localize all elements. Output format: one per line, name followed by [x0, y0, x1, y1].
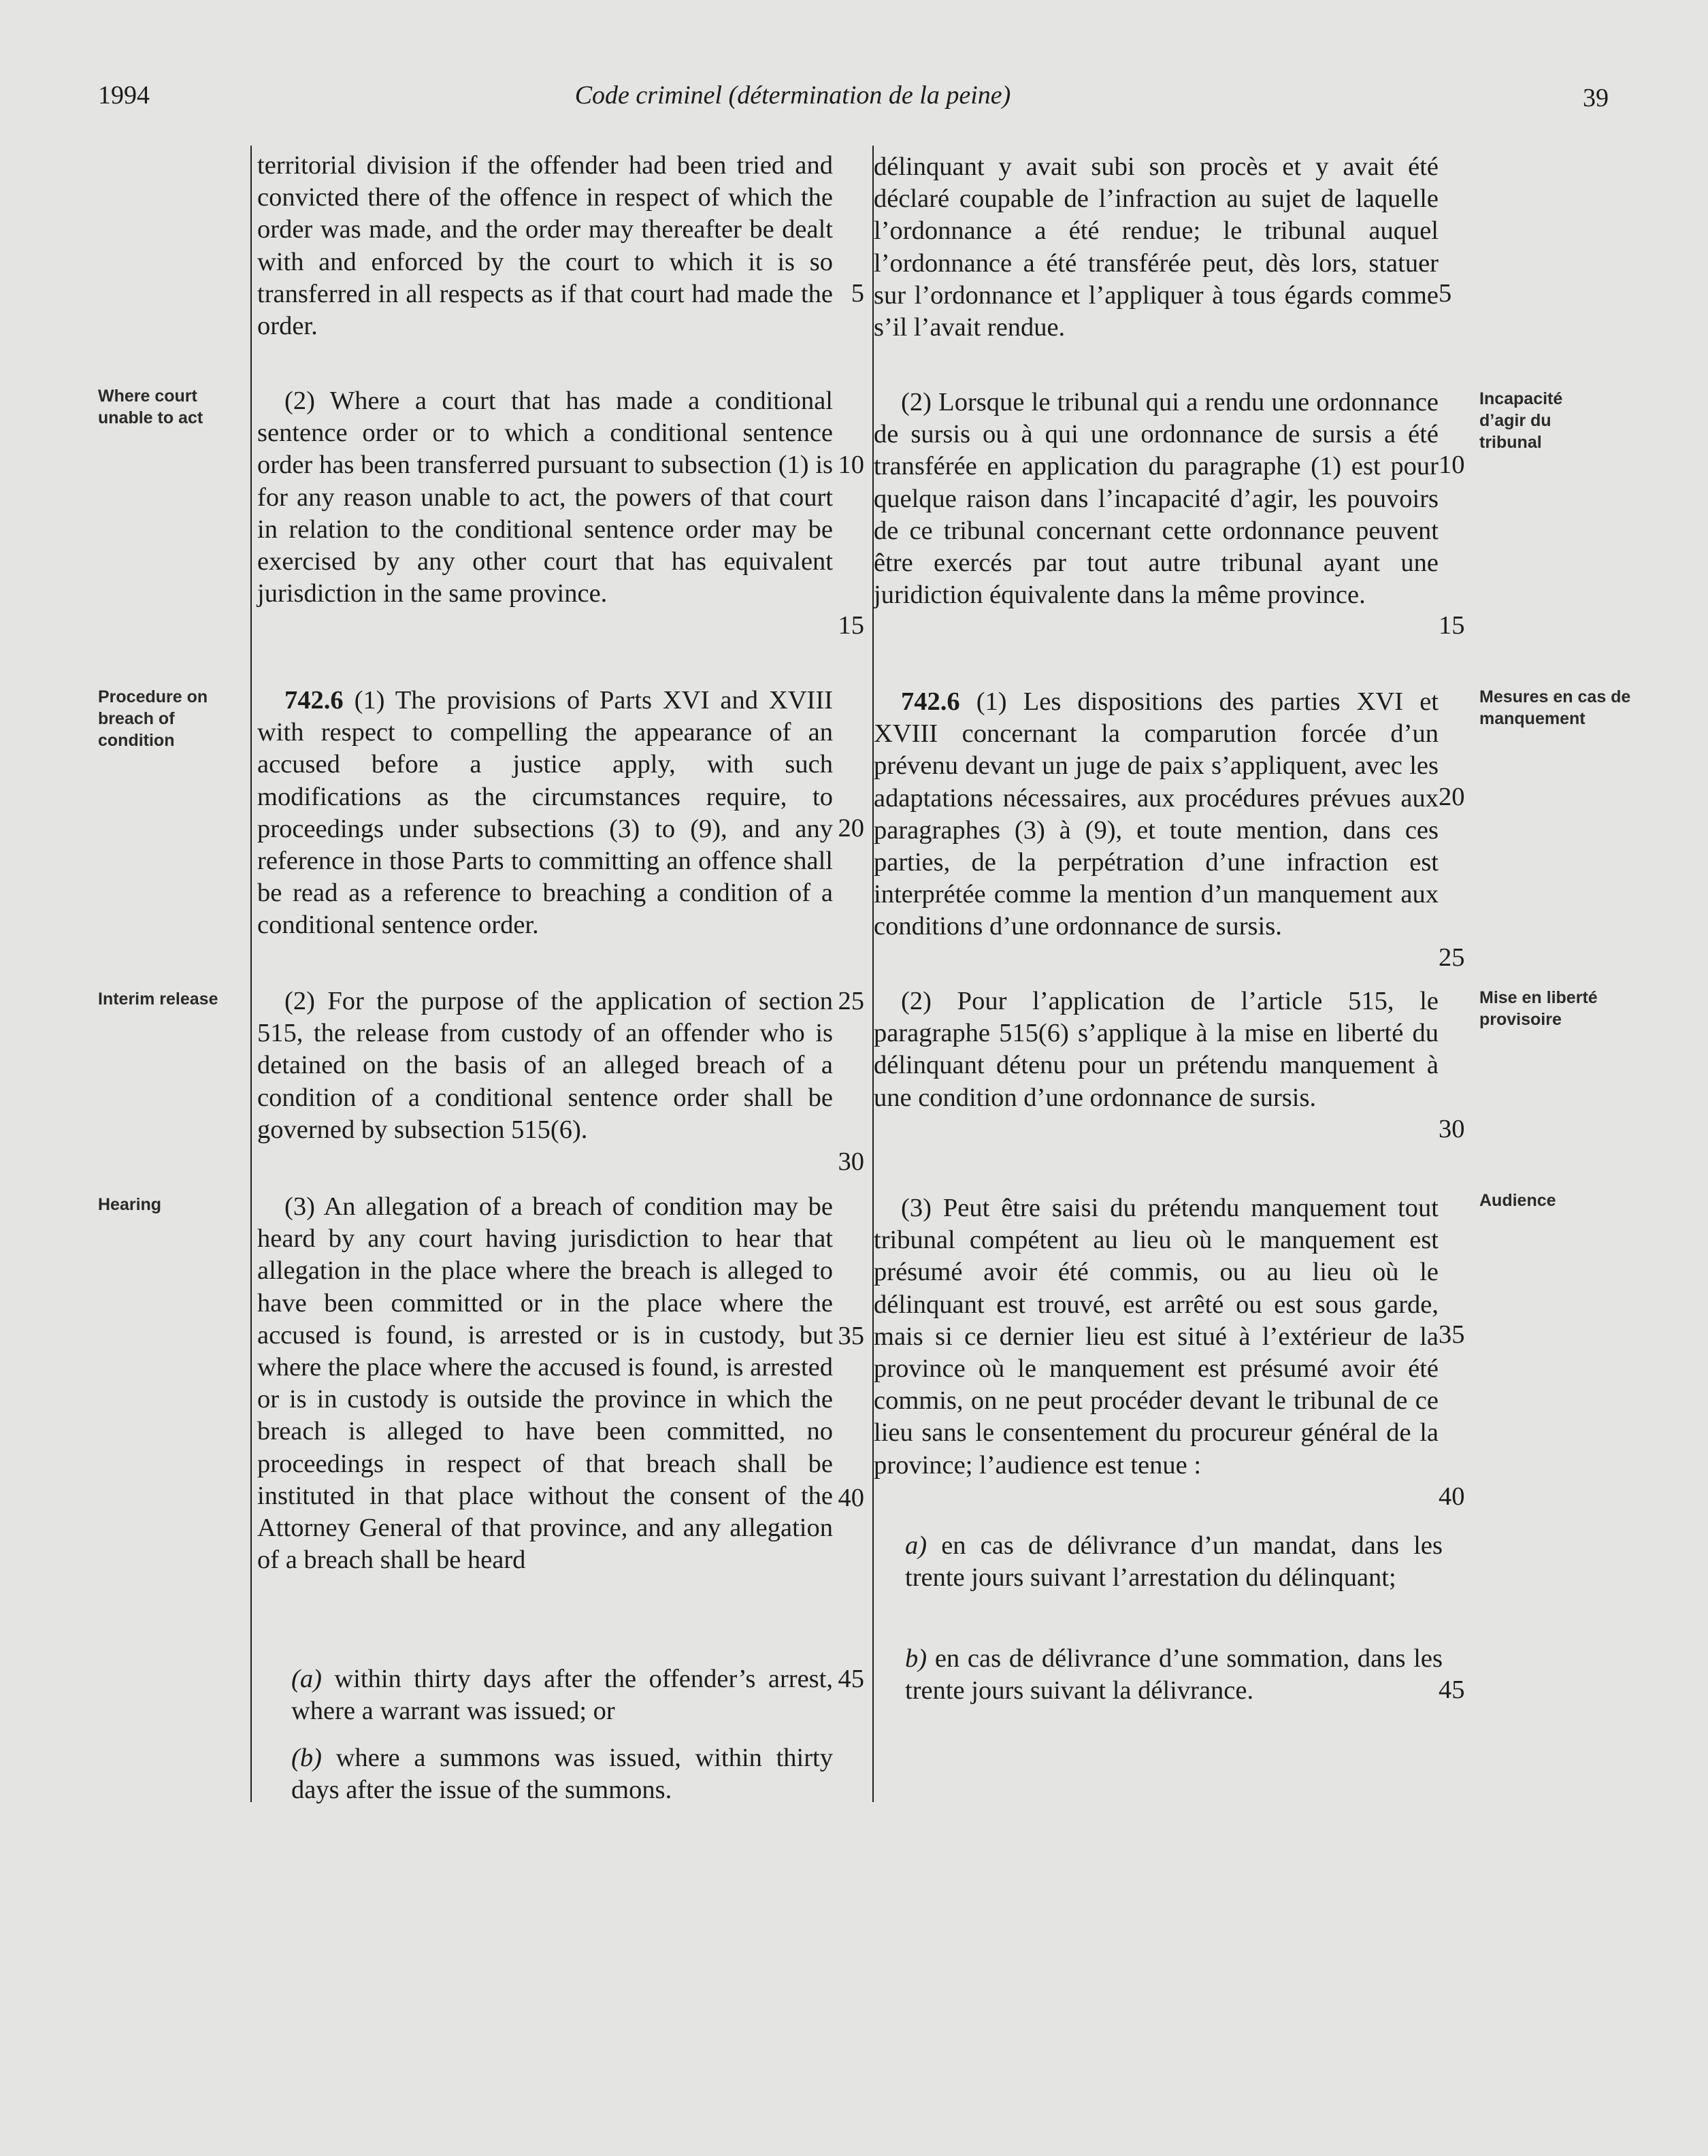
en-line-number-25: 25 [838, 987, 864, 1015]
fr-line-number-40: 40 [1439, 1482, 1465, 1511]
margin-note-incapacite: Incapacité d’agir du tribunal [1479, 389, 1563, 452]
en-item-a-text: within thirty days after the offender’s arrest, where a warrant was issued; or [291, 1665, 833, 1726]
en-item-a-label: (a) [291, 1665, 322, 1693]
fr-item-a-label: a) [905, 1531, 927, 1560]
header-title: Code criminel (détermination de la peine) [574, 81, 1011, 110]
margin-note-mesures: Mesures en cas de manquement [1479, 687, 1631, 728]
en-line-number-40: 40 [838, 1484, 864, 1512]
fr-line-number-5: 5 [1439, 279, 1452, 308]
en-item-b-text: where a summons was issued, within thirty days after the issue of the summons. [291, 1744, 833, 1805]
fr-line-number-15: 15 [1439, 611, 1465, 640]
fr-paragraph-742-6-2: (2) Pour l’application de l’article 515, le paragraphe 515(6) s’applique à la mise en liberté du délinquant détenu pour un prétendu manquement à une condition d’une ordonnance de sursis. [874, 987, 1439, 1112]
margin-note-where-court-unable: Where court unable to act [98, 387, 203, 427]
en-line-number-15: 15 [838, 611, 864, 640]
fr-paragraph-subsection-2: (2) Lorsque le tribunal qui a rendu une ordonnance de sursis ou à qui une ordonnance de sursis a été transférée en application du paragraphe (1) est pour quelque raison dans l’incapacité d’agir, les pouvoirs de ce tribunal concernant cette ordonnance peuvent être exercés par tout autre tribunal ayant une juridiction équivalente dans la même province. [874, 388, 1439, 610]
fr-section-number: 742.6 [901, 687, 960, 716]
fr-item-b-label: b) [905, 1644, 927, 1673]
fr-line-number-10: 10 [1439, 451, 1465, 479]
fr-line-number-30: 30 [1439, 1115, 1465, 1143]
fr-paragraph-742-6-3: (3) Peut être saisi du prétendu manquement tout tribunal compétent au lieu où le manquement est présumé avoir été commis, ou au lieu où le délinquant est trouvé, est arrêté ou est sous garde, mais si ce dernier lieu est situé à l’extérieur de la province où le manquement est présumé avoir été commis, on ne peut procéder devant le tribunal de ce lieu sans le consentement du procureur général de la province; l’audience est tenue : [874, 1194, 1439, 1480]
en-line-number-45: 45 [838, 1665, 864, 1693]
en-item-b-label: (b) [291, 1744, 322, 1772]
fr-line-number-25: 25 [1439, 943, 1465, 972]
en-paragraph-742-6-2: (2) For the purpose of the application of section 515, the release from custody of an offender who is detained on the basis of an alleged breach of a condition of a conditional sentence order shall be governed by subsection 515(6). [257, 987, 833, 1144]
fr-paragraph-continuation: délinquant y avait subi son procès et y avait été déclaré coupable de l’infraction au sujet de laquelle l’ordonnance a été rendue; le tribunal auquel l’ordonnance a été transférée peut, dès lors, statuer sur l’ordonnance et l’appliquer à tous égards comme s’il l’avait rendue. [874, 152, 1439, 342]
en-paragraph-742-6-3: (3) An allegation of a breach of condition may be heard by any court having jurisdiction to hear that allegation in the place where the breach is alleged to have been committed or in the place where the accused is found, is arrested or is in custody, but where the place where the accused is found, is arrested or is in custody is outside the province in which the breach is alleged to have been committed, no proceedings in respect of that breach shall be instituted in that place without the consent of the Attorney General of that province, and any allegation of a breach shall be heard [257, 1192, 833, 1575]
fr-item-a-text: en cas de délivrance d’un mandat, dans les trente jours suivant l’arrestation du délinquant; [905, 1531, 1443, 1592]
header-year: 1994 [98, 81, 150, 110]
en-line-number-10: 10 [838, 451, 864, 479]
column-rule-left [250, 146, 252, 1802]
en-item-b [291, 1742, 833, 1806]
margin-note-audience: Audience [1479, 1191, 1556, 1210]
margin-note-mise-en-liberte: Mise en liberté provisoire [1479, 988, 1598, 1029]
en-line-number-35: 35 [838, 1322, 864, 1350]
fr-paragraph-742-6-1-text: (1) Les dispositions des parties XVI et XVIII concernant la comparution forcée d’un prévenu devant un juge de paix s’appliquent, avec les adaptations nécessaires, aux procédures prévues aux paragraphes (3) à (9), et toute mention, dans ces parties, de la perpétration d’une infraction est interprétée comme la mention d’un manquement aux conditions d’une ordonnance de sursis. [874, 687, 1439, 941]
en-item-a [291, 1663, 833, 1727]
margin-note-hearing: Hearing [98, 1195, 162, 1214]
en-paragraph-742-6-1 [257, 685, 833, 942]
margin-note-procedure-breach: Procedure on breach of condition [98, 687, 208, 750]
fr-line-number-20: 20 [1439, 783, 1465, 811]
fr-item-b [905, 1643, 1443, 1707]
en-line-number-5: 5 [851, 279, 864, 308]
fr-line-number-45: 45 [1439, 1676, 1465, 1704]
en-line-number-30: 30 [838, 1147, 864, 1176]
en-section-number: 742.6 [284, 686, 344, 715]
en-paragraph-continuation: territorial division if the offender had been tried and convicted there of the offence in respect of which the order was made, and the order may thereafter be dealt with and enforced by the court to which it is so transferred in all respects as if that court had made the order. [257, 151, 833, 341]
fr-item-b-text: en cas de délivrance d’une sommation, dans les trente jours suivant la délivrance. [905, 1644, 1443, 1705]
page-number: 39 [1583, 84, 1609, 112]
en-line-number-20: 20 [838, 814, 864, 843]
en-paragraph-subsection-2: (2) Where a court that has made a conditional sentence order or to which a conditional sentence order has been transferred pursuant to subsection (1) is for any reason unable to act, the powers of that court in relation to the conditional sentence order may be exercised by any other court that has equivalent jurisdiction in the same province. [257, 387, 833, 608]
en-paragraph-742-6-1-text: (1) The provisions of Parts XVI and XVIII with respect to compelling the appearance of an accused before a justice apply, with such modifications as the circumstances require, to proceedings under subsections (3) to (9), and any reference in those Parts to committing an offence shall be read as a reference to breaching a condition of a conditional sentence order. [257, 686, 833, 940]
fr-line-number-35: 35 [1439, 1320, 1465, 1349]
running-header [0, 76, 1708, 117]
margin-note-interim-release: Interim release [98, 990, 218, 1009]
fr-paragraph-742-6-1 [874, 686, 1439, 943]
fr-item-a [905, 1530, 1443, 1594]
